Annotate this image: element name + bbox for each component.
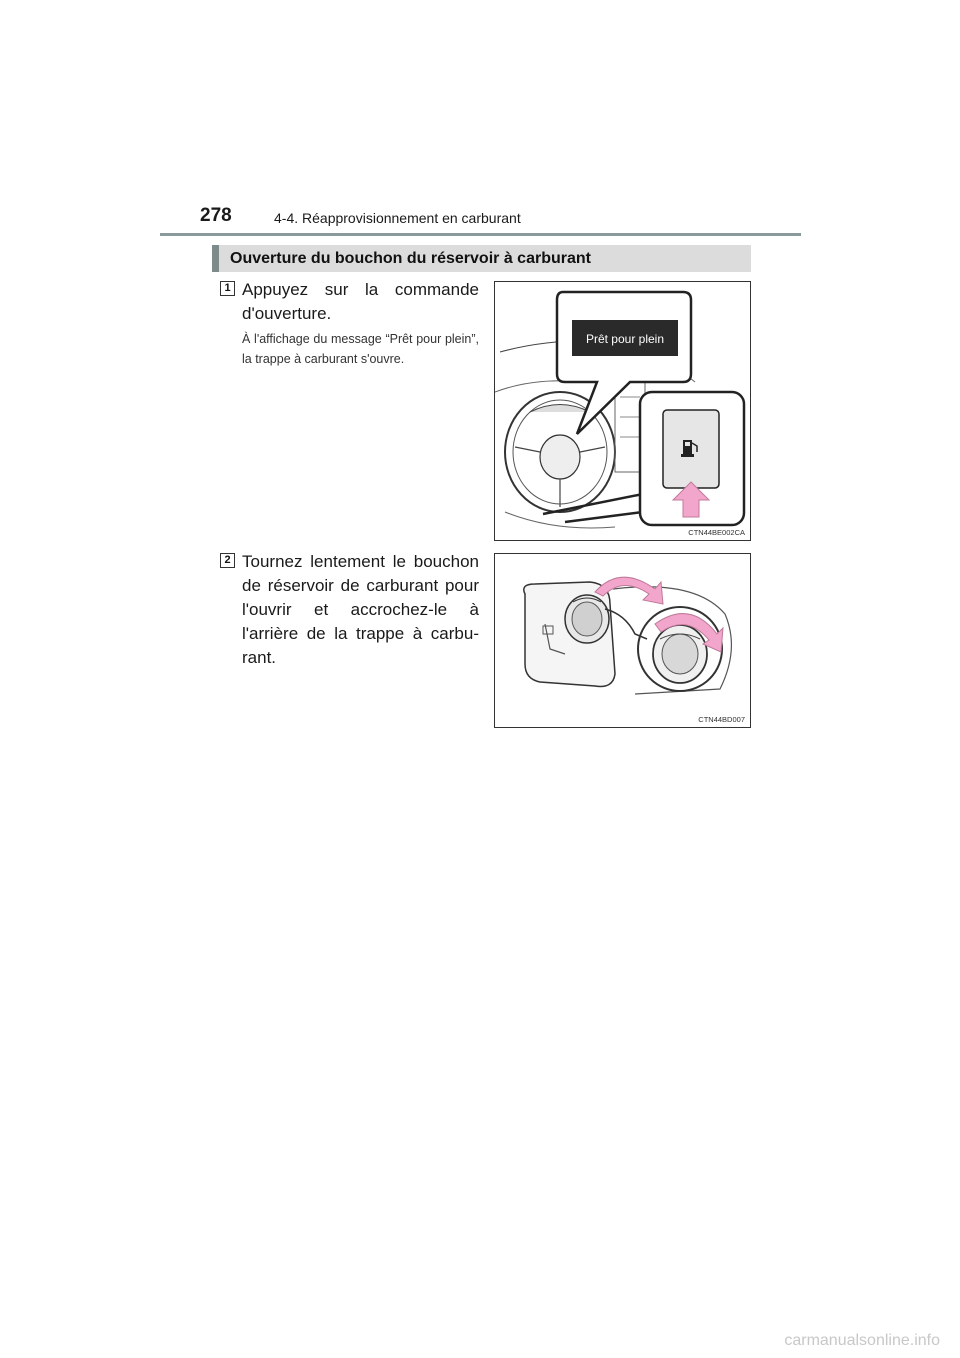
fuel-cap-illustration: [495, 554, 750, 727]
figure-code: CTN44BE002CA: [688, 528, 745, 537]
fuel-cap-icon: [565, 595, 609, 643]
figure-fuel-cap: [494, 553, 751, 728]
header-rule: [160, 233, 801, 236]
watermark: carmanualsonline.info: [784, 1332, 940, 1349]
page-number: 278: [200, 205, 232, 226]
display-message: Prêt pour plein: [585, 332, 665, 346]
step-number-1: 1: [220, 281, 235, 296]
step-text-1: Appuyez sur la commande d'ouverture.: [242, 280, 479, 323]
step-note-1: À l'affichage du message “Prêt pour plein”, la trappe à carburant s'ouvre.: [242, 332, 479, 366]
title-bar: [212, 245, 751, 272]
figure-code: CTN44BD007: [698, 715, 745, 724]
figure-dashboard: [494, 281, 751, 541]
step-number-2: 2: [220, 553, 235, 568]
section-header: 4-4. Réapprovisionnement en carburant: [274, 210, 521, 226]
page-title: Ouverture du bouchon du réservoir à carburant: [230, 250, 591, 267]
dashboard-illustration: [495, 282, 750, 540]
step-text-2: Tournez lentement le bouchon de réservoir de carburant pour l'ouvrir et accrochez-le à l'arrière de la trappe à carbu-rant.: [242, 552, 479, 667]
